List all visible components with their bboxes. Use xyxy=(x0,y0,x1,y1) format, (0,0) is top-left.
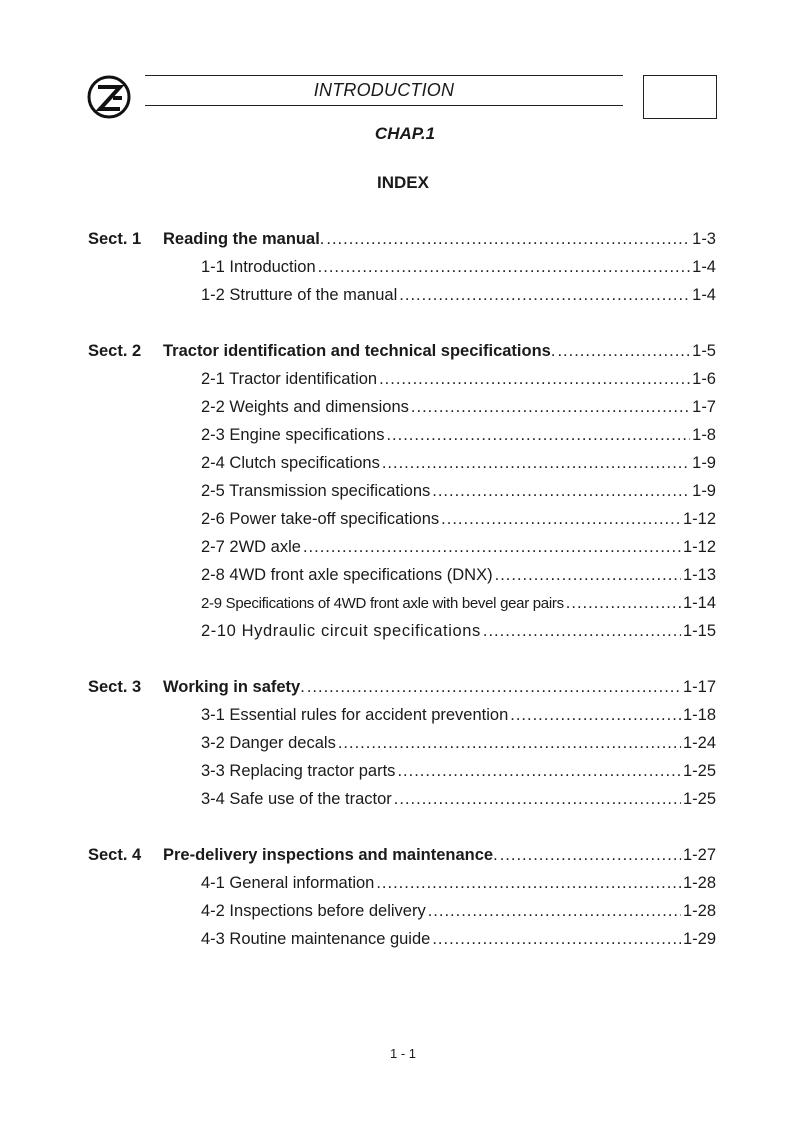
section-number: Sect. 2 xyxy=(88,342,142,360)
dot-leader xyxy=(326,227,690,251)
section-page: 1-17 xyxy=(682,678,716,696)
dot-leader xyxy=(483,619,681,643)
page-number: 1 - 1 xyxy=(389,1046,416,1061)
subsection-page: 1-4 xyxy=(692,258,716,276)
subsection-title: 2-2 Weights and dimensions xyxy=(201,398,409,416)
subsection-title: 2-6 Power take-off specifications xyxy=(201,510,440,528)
section-title: Tractor identification and technical specifications. xyxy=(163,342,556,360)
dot-leader xyxy=(432,927,681,951)
dot-leader xyxy=(441,507,681,531)
subsection-page: 1-8 xyxy=(692,426,716,444)
subsection-title: 2-5 Transmission specifications xyxy=(201,482,431,500)
dot-leader xyxy=(318,255,690,279)
dot-leader xyxy=(428,899,681,923)
subsection-title: 4-2 Inspections before delivery xyxy=(201,902,426,920)
toc-subsection-row[interactable] xyxy=(201,255,716,279)
dot-leader xyxy=(386,423,690,447)
dot-leader xyxy=(432,479,690,503)
section-number: Sect. 1 xyxy=(88,230,142,248)
subsection-title: 2-9 Specifications of 4WD front axle with bevel gear pairs xyxy=(201,595,564,612)
toc-subsection-row[interactable] xyxy=(201,283,716,307)
subsection-title: 3-4 Safe use of the tractor xyxy=(201,790,392,808)
subsection-page: 1-14 xyxy=(682,594,716,612)
dot-leader xyxy=(557,339,690,363)
subsection-page: 1-6 xyxy=(692,370,716,388)
subsection-title: 1-2 Strutture of the manual xyxy=(201,286,398,304)
section-title: Reading the manual. xyxy=(163,230,325,248)
subsection-page: 1-29 xyxy=(682,930,716,948)
toc-section-row[interactable] xyxy=(88,675,716,699)
dot-leader xyxy=(303,535,681,559)
page-reference-box xyxy=(643,75,717,119)
subsection-page: 1-18 xyxy=(682,706,716,724)
subsection-page: 1-13 xyxy=(682,566,716,584)
toc-subsection-row[interactable] xyxy=(201,703,716,727)
toc-subsection-row[interactable] xyxy=(201,451,716,475)
subsection-title: 2-7 2WD axle xyxy=(201,538,301,556)
header-rule-bottom xyxy=(145,105,623,106)
section-title: Pre-delivery inspections and maintenance. xyxy=(163,846,498,864)
dot-leader xyxy=(411,395,690,419)
toc-subsection-row[interactable] xyxy=(201,899,716,923)
toc-subsection-row[interactable] xyxy=(201,479,716,503)
subsection-page: 1-9 xyxy=(692,482,716,500)
subsection-page: 1-12 xyxy=(682,510,716,528)
section-number: Sect. 4 xyxy=(88,846,142,864)
subsection-page: 1-7 xyxy=(692,398,716,416)
subsection-page: 1-9 xyxy=(692,454,716,472)
header-rule-top xyxy=(145,75,623,76)
subsection-title: 1-1 Introduction xyxy=(201,258,316,276)
section-title: Working in safety. xyxy=(163,678,305,696)
toc-subsection-row[interactable] xyxy=(201,563,716,587)
toc-section-row[interactable] xyxy=(88,227,716,251)
toc-subsection-row[interactable] xyxy=(201,927,716,951)
section-page: 1-27 xyxy=(682,846,716,864)
stylized-z-logo-icon xyxy=(86,74,132,120)
toc-subsection-row[interactable] xyxy=(201,871,716,895)
subsection-title: 2-1 Tractor identification xyxy=(201,370,378,388)
subsection-title: 2-8 4WD front axle specifications (DNX) xyxy=(201,566,493,584)
subsection-page: 1-15 xyxy=(682,622,716,640)
toc-subsection-row[interactable] xyxy=(201,759,716,783)
subsection-page: 1-12 xyxy=(682,538,716,556)
header-title: INTRODUCTION xyxy=(313,80,455,100)
chapter-title: CHAP.1 xyxy=(374,124,436,143)
section-number: Sect. 3 xyxy=(88,678,142,696)
dot-leader xyxy=(566,591,681,615)
dot-leader xyxy=(379,367,690,391)
toc-subsection-row[interactable] xyxy=(201,535,716,559)
subsection-title: 4-3 Routine maintenance guide xyxy=(201,930,431,948)
subsection-page: 1-25 xyxy=(682,790,716,808)
dot-leader xyxy=(500,843,681,867)
section-page: 1-5 xyxy=(692,342,716,360)
subsection-title: 3-2 Danger decals xyxy=(201,734,336,752)
toc-subsection-row[interactable] xyxy=(201,787,716,811)
toc-subsection-row[interactable] xyxy=(201,591,716,615)
subsection-page: 1-28 xyxy=(682,874,716,892)
dot-leader xyxy=(338,731,681,755)
subsection-page: 1-25 xyxy=(682,762,716,780)
dot-leader xyxy=(394,787,681,811)
subsection-title: 4-1 General information xyxy=(201,874,375,892)
dot-leader xyxy=(510,703,681,727)
dot-leader xyxy=(382,451,690,475)
dot-leader xyxy=(399,283,690,307)
toc-subsection-row[interactable] xyxy=(201,367,716,391)
dot-leader xyxy=(495,563,681,587)
toc-subsection-row[interactable] xyxy=(201,731,716,755)
section-page: 1-3 xyxy=(692,230,716,248)
subsection-title: 2-4 Clutch specifications xyxy=(201,454,380,472)
toc-section-row[interactable] xyxy=(88,339,716,363)
subsection-title: 2-3 Engine specifications xyxy=(201,426,385,444)
subsection-page: 1-4 xyxy=(692,286,716,304)
dot-leader xyxy=(397,759,681,783)
subsection-title: 3-1 Essential rules for accident prevention xyxy=(201,706,509,724)
subsection-page: 1-28 xyxy=(682,902,716,920)
index-title: INDEX xyxy=(377,173,429,192)
toc-subsection-row[interactable] xyxy=(201,619,716,643)
dot-leader xyxy=(376,871,681,895)
toc-subsection-row[interactable] xyxy=(201,423,716,447)
toc-section-row[interactable] xyxy=(88,843,716,867)
dot-leader xyxy=(307,675,681,699)
subsection-title: 2-10 Hydraulic circuit specifications xyxy=(201,622,481,640)
toc-subsection-row[interactable] xyxy=(201,395,716,419)
subsection-page: 1-24 xyxy=(682,734,716,752)
toc-subsection-row[interactable] xyxy=(201,507,716,531)
subsection-title: 3-3 Replacing tractor parts xyxy=(201,762,396,780)
